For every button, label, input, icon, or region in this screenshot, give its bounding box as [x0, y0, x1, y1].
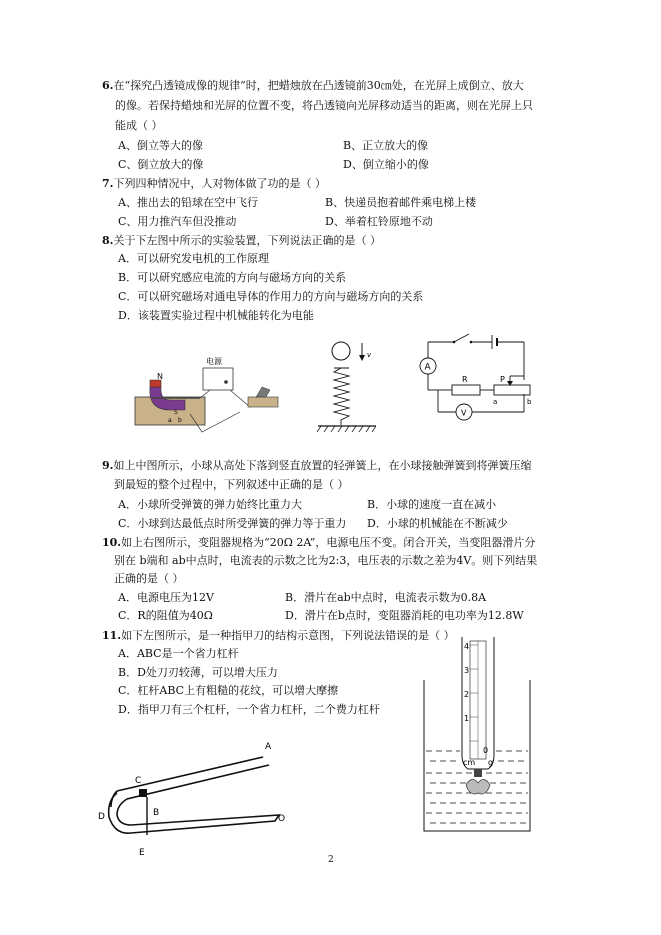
- q10-line-2: 别在 b端和 ab中点时，电流表的示数之比为2:3，电压表的示数之差为4V。则下列结果: [114, 554, 538, 567]
- q6-option-c: C、倒立放大的像: [118, 158, 204, 171]
- q6-option-d: D、倒立缩小的像: [343, 158, 429, 171]
- rod-b-label: b: [178, 417, 182, 424]
- q10-option-c: C．R的阻值为40Ω: [118, 609, 213, 622]
- q11-option-c: C．杠杆ABC上有粗糙的花纹，可以增大摩擦: [118, 684, 339, 697]
- q10-option-a: A．电源电压为12V: [118, 591, 214, 604]
- page-number: 2: [328, 855, 334, 865]
- electromagnet-apparatus-figure: [130, 352, 285, 434]
- floating-tube-figure: [420, 635, 535, 835]
- q9-option-b: B．小球的速度一直在减小: [367, 498, 497, 511]
- q7-option-c: C、用力推汽车但没推动: [118, 215, 237, 228]
- slider-label: P: [500, 375, 505, 384]
- q11-option-b: B．D处刀刃较薄，可以增大压力: [118, 666, 278, 679]
- q11-number: 11.: [102, 629, 122, 642]
- q6-number: 6.: [102, 79, 114, 92]
- tube-tick-2: 2: [464, 690, 470, 699]
- q6-option-a: A、倒立等大的像: [118, 139, 203, 152]
- clipper-label-a: A: [265, 742, 272, 752]
- q9-line-2: 到最短的整个过程中，下列叙述中正确的是（ ）: [114, 478, 349, 491]
- q6-line-1: 6.在“探究凸透镜成像的规律”时，把蜡烛放在凸透镜前30㎝处，在光屏上成倒立、放大: [102, 79, 524, 92]
- magnet-s-label: S: [174, 409, 178, 416]
- q8-line-1: 8.关于下左图中所示的实验装置，下列说法正确的是（ ）: [102, 234, 381, 247]
- tube-tick-4: 4: [464, 642, 470, 651]
- q9-line-1: 9.如上中图所示，小球从高处下落到竖直放置的轻弹簧上，在小球接触弹簧到将弹簧压缩: [102, 459, 532, 472]
- q6-line-2: 的像。若保持蜡烛和光屏的位置不变，将凸透镜向光屏移动适当的距离，则在光屏上只: [115, 99, 533, 112]
- q8-option-a: A．可以研究发电机的工作原理: [118, 252, 269, 265]
- q8-option-b: B．可以研究感应电流的方向与磁场方向的关系: [118, 271, 347, 284]
- tube-tick-1: 1: [464, 714, 470, 723]
- q7-line-1: 7.下列四种情况中，人对物体做了功的是（ ）: [102, 177, 326, 190]
- clipper-label-c: C: [135, 776, 142, 786]
- q11-option-d: D．指甲刀有三个杠杆，一个省力杠杆，二个费力杠杆: [118, 703, 380, 716]
- q7-option-a: A、推出去的铅球在空中飞行: [118, 196, 258, 209]
- q7-option-b: B、快递员抱着邮件乘电梯上楼: [325, 196, 477, 209]
- q10-option-b: B．滑片在ab中点时，电流表示数为0.8A: [285, 591, 487, 604]
- q7-number: 7.: [102, 177, 114, 190]
- q10-option-d: D．滑片在b点时，变阻器消耗的电功率为12.8W: [285, 609, 524, 622]
- q9-number: 9.: [102, 459, 114, 472]
- power-label: 电源: [206, 357, 222, 366]
- clipper-label-e: E: [139, 848, 145, 858]
- tube-tick-3: 3: [464, 666, 470, 675]
- q11-line-1: 11.如下左图所示，是一种指甲刀的结构示意图，下列说法错误的是（ ）: [102, 629, 455, 642]
- tube-unit-g: g: [488, 758, 494, 767]
- rheostat-a-label: a: [493, 398, 498, 406]
- ammeter-label: A: [424, 362, 431, 373]
- clipper-label-o: O: [278, 814, 286, 824]
- q11-option-a: A．ABC是一个省力杠杆: [118, 647, 239, 660]
- q10-line-3: 正确的是（ ）: [114, 572, 184, 585]
- resistor-label: R: [462, 375, 468, 384]
- clipper-label-b: B: [153, 808, 160, 818]
- q9-option-c: C．小球到达最低点时所受弹簧的弹力等于重力: [118, 517, 347, 530]
- q10-line-1: 10.如上右图所示，变阻器规格为“20Ω 2A”，电源电压不变。闭合开关，当变阻器滑片分: [102, 536, 536, 549]
- magnet-n-label: N: [157, 372, 163, 381]
- voltmeter-label: V: [461, 408, 467, 418]
- circuit-figure: [414, 330, 542, 430]
- q10-number: 10.: [102, 536, 122, 549]
- q7-option-d: D、举着杠铃原地不动: [325, 215, 433, 228]
- q8-number: 8.: [102, 234, 114, 247]
- velocity-label: v: [367, 351, 372, 359]
- rheostat-b-label: b: [527, 398, 532, 406]
- q6-option-b: B、正立放大的像: [343, 139, 429, 152]
- ball-spring-figure: [316, 340, 386, 435]
- clipper-label-d: D: [98, 812, 105, 822]
- tube-unit-cm: cm: [463, 758, 476, 767]
- nail-clipper-figure: [95, 735, 300, 860]
- q8-option-d: D．该装置实验过程中机械能转化为电能: [118, 309, 314, 322]
- tube-tick-0: 0: [483, 746, 489, 755]
- q8-option-c: C．可以研究磁场对通电导体的作用力的方向与磁场方向的关系: [118, 290, 424, 303]
- q9-option-a: A．小球所受弹簧的弹力始终比重力大: [118, 498, 302, 511]
- q9-option-d: D．小球的机械能在不断减少: [367, 517, 508, 530]
- rod-a-label: a: [168, 417, 172, 424]
- q6-line-3: 能成（ ）: [115, 119, 163, 132]
